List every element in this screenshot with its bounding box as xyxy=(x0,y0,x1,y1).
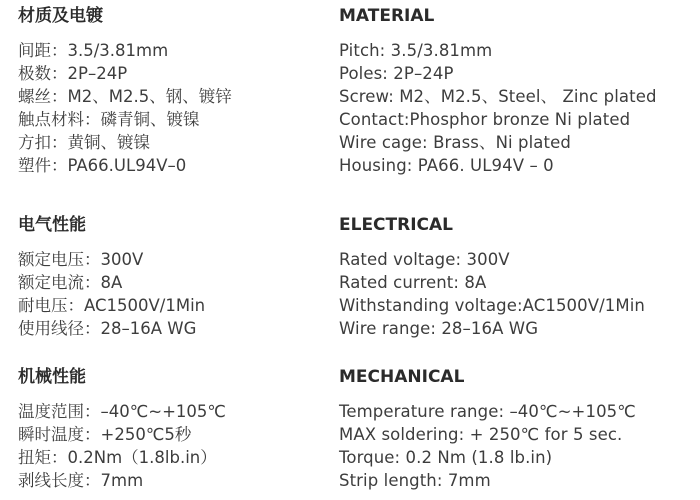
electrical-section-cn xyxy=(18,214,328,340)
section-heading: 材质及电镀 xyxy=(18,6,103,26)
spec-line: 瞬时温度：+250℃5秒 xyxy=(18,425,192,444)
spec-line: Housing: PA66. UL94V – 0 xyxy=(339,156,554,175)
spec-line: 螺丝：M2、M2.5、钢、镀锌 xyxy=(18,87,232,106)
spec-line: 触点材料：磷青铜、镀镍 xyxy=(18,110,200,129)
spec-line: Withstanding voltage:AC1500V/1Min xyxy=(339,296,645,315)
spec-line: 额定电压：300V xyxy=(18,250,144,269)
spec-line: 极数：2P–24P xyxy=(18,64,128,83)
spec-line: 方扣：黄铜、镀镍 xyxy=(18,133,150,152)
material-section-cn xyxy=(18,5,328,177)
spec-line: 间距：3.5/3.81mm xyxy=(18,41,169,60)
spec-line: Rated voltage: 300V xyxy=(339,250,510,269)
spec-line: Temperature range: –40℃~+105℃ xyxy=(339,402,636,421)
spec-line: 使用线径：28–16A WG xyxy=(18,319,197,338)
spec-line: 额定电流：8A xyxy=(18,273,123,292)
spec-line: 扭矩：0.2Nm（1.8lb.in） xyxy=(18,448,217,467)
mechanical-section-en xyxy=(339,366,694,492)
material-section-en xyxy=(339,5,694,177)
section-heading: 电气性能 xyxy=(18,215,86,235)
spec-line: MAX soldering: + 250℃ for 5 sec. xyxy=(339,425,623,444)
spec-line: Contact:Phosphor bronze Ni plated xyxy=(339,110,631,129)
section-heading: ELECTRICAL xyxy=(339,215,454,235)
spec-line: 塑件：PA66.UL94V–0 xyxy=(18,156,187,175)
spec-line: 耐电压：AC1500V/1Min xyxy=(18,296,206,315)
spec-line: 剥线长度：7mm xyxy=(18,471,144,490)
section-heading: MATERIAL xyxy=(339,6,435,26)
spec-line: Wire range: 28–16A WG xyxy=(339,319,539,338)
spec-line: Poles: 2P–24P xyxy=(339,64,454,83)
section-heading: MECHANICAL xyxy=(339,367,465,387)
spec-line: Torque: 0.2 Nm (1.8 lb.in) xyxy=(339,448,553,467)
spec-line: Rated current: 8A xyxy=(339,273,487,292)
spec-line: Wire cage: Brass、Ni plated xyxy=(339,133,571,152)
spec-line: 温度范围：–40℃~+105℃ xyxy=(18,402,226,421)
mechanical-section-cn xyxy=(18,366,328,492)
spec-line: Pitch: 3.5/3.81mm xyxy=(339,41,493,60)
electrical-section-en xyxy=(339,214,694,340)
spec-line: Strip length: 7mm xyxy=(339,471,491,490)
spec-line: Screw: M2、M2.5、Steel、 Zinc plated xyxy=(339,87,657,106)
section-heading: 机械性能 xyxy=(18,367,86,387)
